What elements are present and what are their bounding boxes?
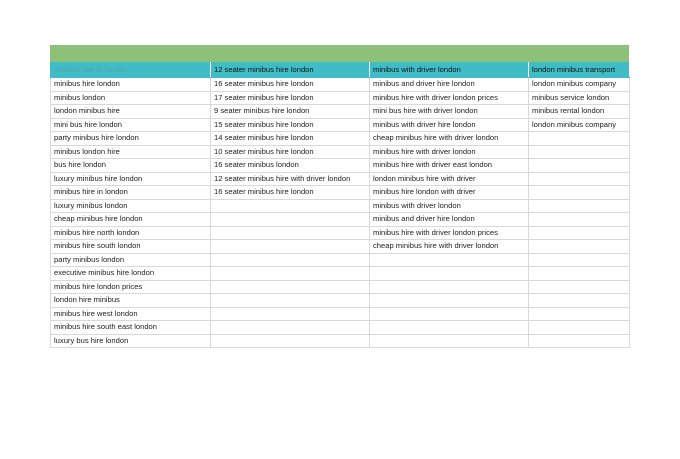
table-cell: minibus hire london prices	[51, 280, 211, 294]
table-cell: minibus hire south east london	[51, 321, 211, 335]
table-cell: minibus hire with driver london prices	[370, 91, 529, 105]
table-cell: luxury bus hire london	[51, 334, 211, 348]
table-row	[51, 159, 630, 173]
table-row	[51, 294, 630, 308]
table-cell: minibus and driver hire london	[370, 213, 529, 227]
table-cell	[211, 240, 370, 254]
table-cell: party minibus hire london	[51, 132, 211, 146]
table-cell	[370, 307, 529, 321]
table-cell: minibus hire west london	[51, 307, 211, 321]
table-cell: 16 seater minibus london	[211, 159, 370, 173]
table-cell: london hire minibus	[51, 294, 211, 308]
table-cell	[211, 213, 370, 227]
table-cell: minibus hire with driver london	[370, 145, 529, 159]
table-cell	[529, 267, 630, 281]
table-cell	[529, 240, 630, 254]
table-row	[51, 199, 630, 213]
table-cell	[370, 280, 529, 294]
table-cell: mini bus hire with driver london	[370, 105, 529, 119]
table-cell	[370, 321, 529, 335]
table-cell: luxury minibus hire london	[51, 172, 211, 186]
table-cell	[529, 226, 630, 240]
table-cell: 14 seater minibus hire london	[211, 132, 370, 146]
table-cell	[211, 253, 370, 267]
table-cell	[529, 307, 630, 321]
table-row	[51, 240, 630, 254]
table-cell	[211, 294, 370, 308]
table-row	[51, 172, 630, 186]
table-cell: minibus hire london	[51, 78, 211, 92]
table-cell: 16 seater minibus hire london	[211, 78, 370, 92]
table-cell: 16 seater minibus hire london	[211, 186, 370, 200]
table-cell: minibus hire with driver london prices	[370, 226, 529, 240]
table-cell: 12 seater minibus hire with driver london	[211, 172, 370, 186]
table-cell: london minibus company	[529, 78, 630, 92]
table-row	[51, 78, 630, 92]
keyword-table	[50, 62, 630, 348]
table-cell: mini bus hire london	[51, 118, 211, 132]
table-cell: cheap minibus hire london	[51, 213, 211, 227]
table-row	[51, 253, 630, 267]
table-cell	[211, 226, 370, 240]
table-cell	[370, 253, 529, 267]
table-cell: 17 seater minibus hire london	[211, 91, 370, 105]
table-cell: bus hire london	[51, 159, 211, 173]
table-row	[51, 186, 630, 200]
table-cell	[370, 334, 529, 348]
table-cell	[529, 172, 630, 186]
header-cell: minibus with driver london	[370, 63, 529, 78]
table-cell: party minibus london	[51, 253, 211, 267]
table-cell: 9 seater minibus hire london	[211, 105, 370, 119]
table-cell	[529, 132, 630, 146]
table-cell: minibus hire in london	[51, 186, 211, 200]
table-cell: 10 seater minibus hire london	[211, 145, 370, 159]
table-row	[51, 334, 630, 348]
table-cell	[529, 334, 630, 348]
green-header-band	[50, 45, 629, 62]
table-cell: london minibus hire with driver	[370, 172, 529, 186]
table-cell: minibus london	[51, 91, 211, 105]
table-cell: minibus with driver london	[370, 199, 529, 213]
table-cell: minibus service london	[529, 91, 630, 105]
table-row	[51, 321, 630, 335]
table-cell: minibus rental london	[529, 105, 630, 119]
table-cell: minibus hire south london	[51, 240, 211, 254]
table-cell	[529, 213, 630, 227]
table-row	[51, 307, 630, 321]
table-cell: minibus and driver hire london	[370, 78, 529, 92]
table-cell: minibus hire with driver east london	[370, 159, 529, 173]
table-cell: london minibus hire	[51, 105, 211, 119]
header-cell: 12 seater minibus hire london	[211, 63, 370, 78]
table-row	[51, 105, 630, 119]
table-cell	[529, 145, 630, 159]
spreadsheet	[50, 45, 629, 348]
table-cell	[211, 199, 370, 213]
table-cell	[529, 294, 630, 308]
table-cell	[211, 280, 370, 294]
table-cell	[370, 294, 529, 308]
table-row	[51, 91, 630, 105]
table-cell: cheap minibus hire with driver london	[370, 132, 529, 146]
table-cell	[529, 253, 630, 267]
table-row	[51, 213, 630, 227]
table-cell	[211, 267, 370, 281]
table-cell	[211, 307, 370, 321]
table-row	[51, 267, 630, 281]
table-cell: executive minibus hire london	[51, 267, 211, 281]
table-cell	[529, 321, 630, 335]
table-row	[51, 226, 630, 240]
table-row	[51, 280, 630, 294]
table-cell	[529, 186, 630, 200]
table-cell: minibus london hire	[51, 145, 211, 159]
table-cell	[529, 280, 630, 294]
header-cell: minibus hire in london	[51, 63, 211, 78]
table-row	[51, 132, 630, 146]
header-row	[51, 63, 630, 78]
table-cell: minibus hire london with driver	[370, 186, 529, 200]
table-row	[51, 145, 630, 159]
table-cell: minibus with driver hire london	[370, 118, 529, 132]
table-cell	[529, 199, 630, 213]
table-cell: cheap minibus hire with driver london	[370, 240, 529, 254]
table-cell: luxury minibus london	[51, 199, 211, 213]
table-cell	[211, 321, 370, 335]
header-cell: london minibus transport	[529, 63, 630, 78]
table-cell: london minibus company	[529, 118, 630, 132]
table-row	[51, 118, 630, 132]
table-cell: 15 seater minibus hire london	[211, 118, 370, 132]
table-cell	[370, 267, 529, 281]
table-cell	[529, 159, 630, 173]
table-cell: minibus hire north london	[51, 226, 211, 240]
table-cell	[211, 334, 370, 348]
